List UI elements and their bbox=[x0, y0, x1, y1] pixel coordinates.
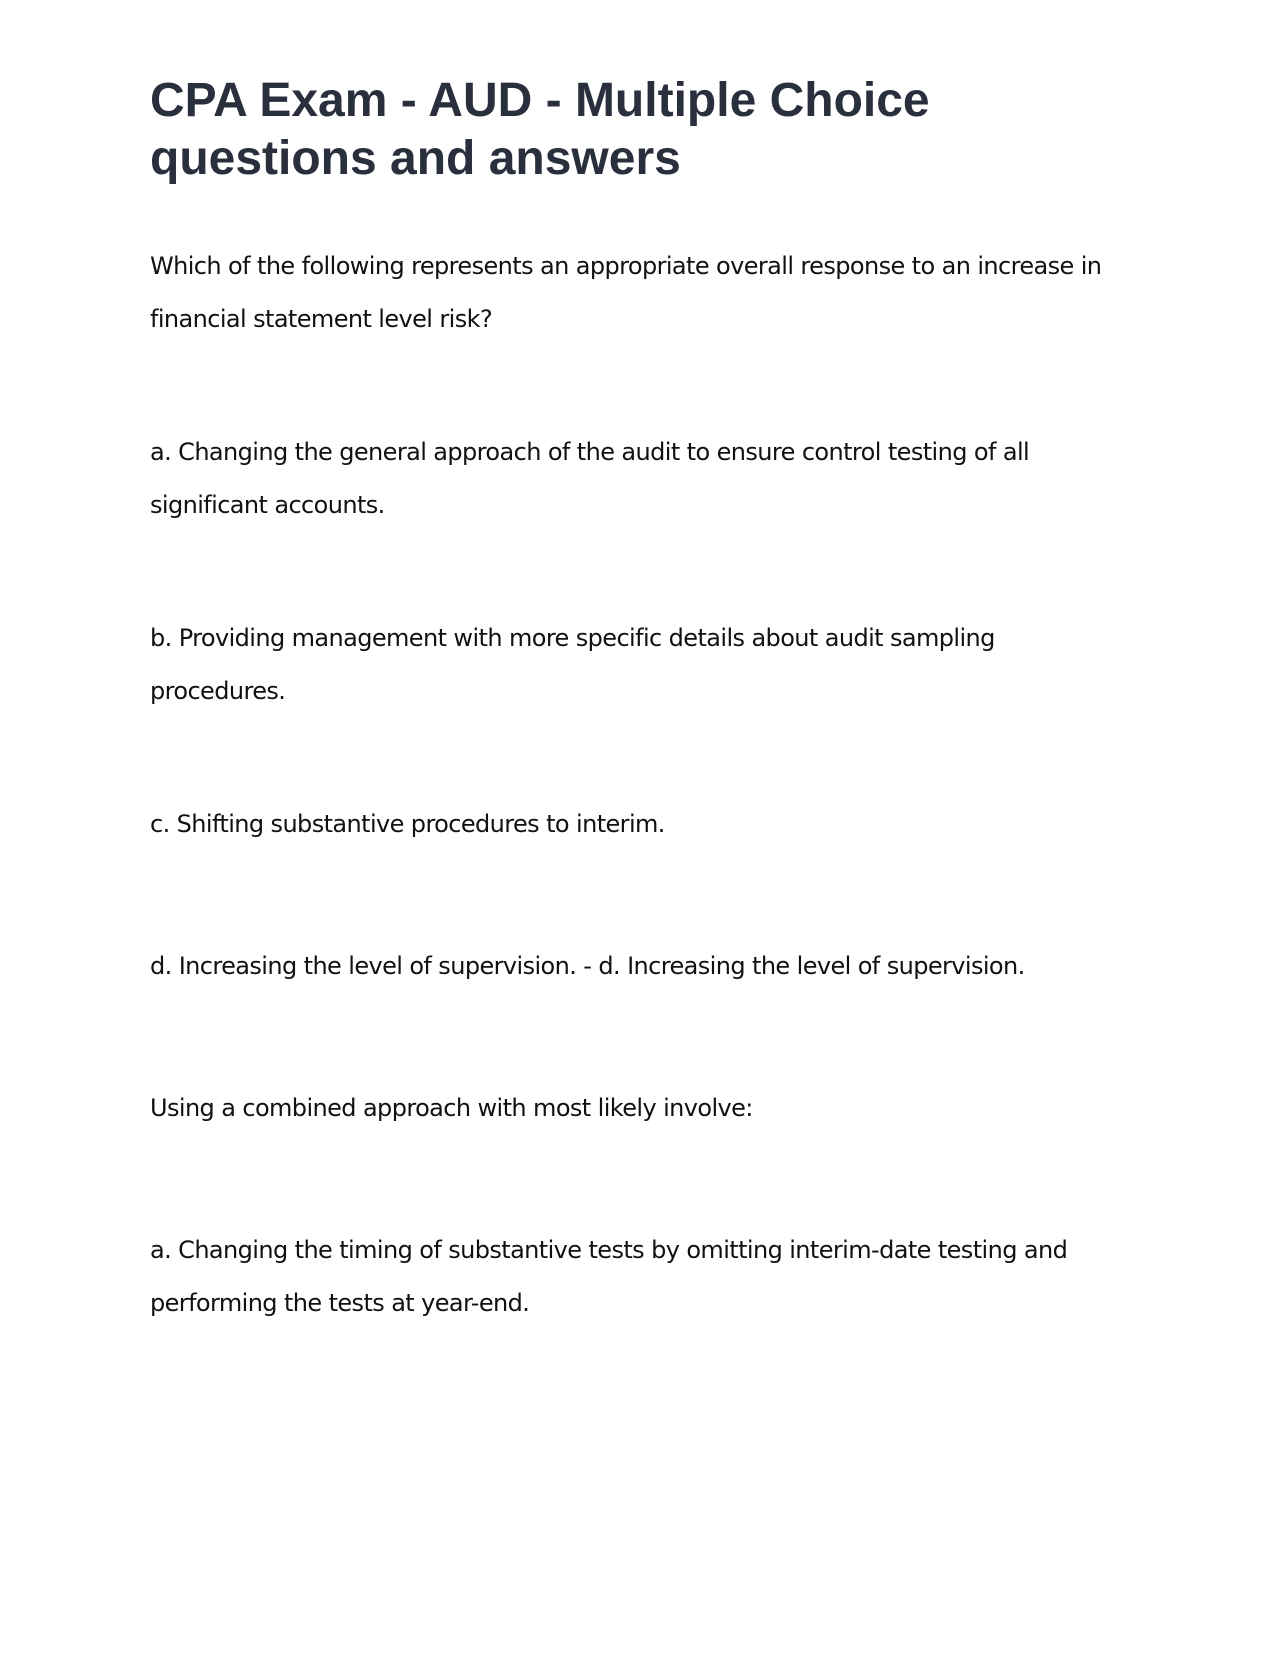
question-2-text: Using a combined approach with most likely involve: bbox=[150, 1094, 753, 1122]
question-1-option-a: a. Changing the general approach of the audit to ensure control testing of all significant accounts. bbox=[150, 438, 1030, 519]
document-page bbox=[150, 72, 1130, 1330]
question-1-option-d: d. Increasing the level of supervision. - d. Increasing the level of supervision. bbox=[150, 952, 1025, 980]
question-2-option-a: a. Changing the timing of substantive tests by omitting interim-date testing and performing the tests at year-end. bbox=[150, 1236, 1068, 1317]
document-title: CPA Exam - AUD - Multiple Choice questions and answers bbox=[150, 74, 930, 185]
question-1-option-c: c. Shifting substantive procedures to interim. bbox=[150, 810, 665, 838]
question-1-text: Which of the following represents an appropriate overall response to an increase in financial statement level risk? bbox=[150, 252, 1102, 333]
question-1-option-b: b. Providing management with more specific details about audit sampling procedures. bbox=[150, 624, 995, 705]
